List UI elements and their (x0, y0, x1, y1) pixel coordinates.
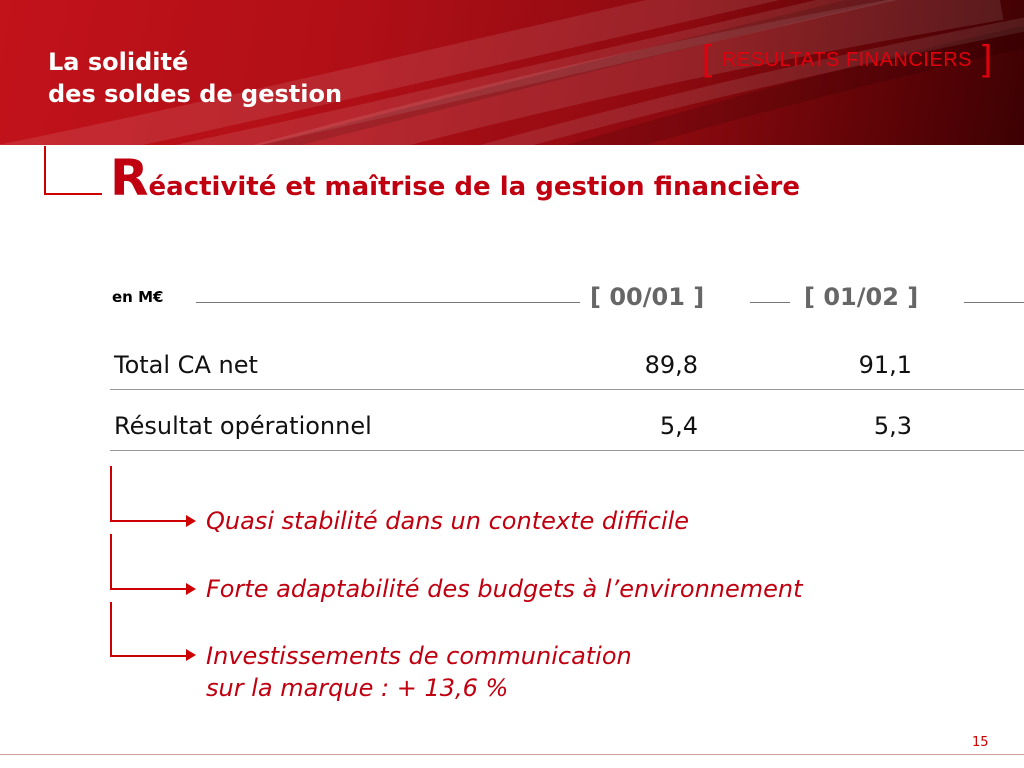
row-value-period-1: 5,4 (659, 412, 698, 440)
header-rule-right (964, 302, 1024, 303)
bullet-connector (110, 602, 186, 657)
section-label (701, 37, 992, 78)
arrow-right-icon (186, 649, 196, 661)
row-label: Total CA net (114, 351, 258, 379)
section-open-bracket: [ (701, 37, 712, 78)
heading-bracket (44, 146, 102, 195)
page-heading (110, 150, 800, 206)
bullet-connector (110, 466, 186, 522)
table-row (110, 390, 1024, 451)
heading-text: éactivité et maîtrise de la gestion financière (148, 172, 800, 202)
table-row (110, 329, 1024, 390)
period-header-1: [ 00/01 ] (590, 283, 705, 311)
row-value-period-2: 91,1 (858, 351, 912, 379)
unit-label: en M€ (112, 288, 164, 306)
arrow-right-icon (186, 515, 196, 527)
arrow-right-icon (186, 583, 196, 595)
bullet-item (206, 640, 632, 704)
section-close-bracket: ] (981, 37, 992, 78)
row-value-period-1: 89,8 (644, 351, 698, 379)
heading-initial: R (110, 149, 149, 207)
bullet-line: sur la marque : + 13,6 % (206, 674, 509, 702)
bullet-line: Investissements de communication (206, 642, 632, 670)
section-label-text: RESULTATS FINANCIERS (721, 48, 972, 71)
bullet-item: Quasi stabilité dans un contexte difficile (206, 507, 690, 535)
header-rule-left (196, 302, 580, 303)
slide-title-line2: des soldes de gestion (48, 80, 343, 108)
row-value-period-2: 5,3 (873, 412, 912, 440)
page-number: 15 (972, 735, 989, 750)
bullet-item: Forte adaptabilité des budgets à l’environnement (206, 575, 803, 603)
bullet-connector (110, 534, 186, 590)
row-label: Résultat opérationnel (114, 412, 372, 440)
footer-divider (0, 754, 1024, 755)
slide-title-line1: La solidité (48, 48, 189, 76)
slide-title (48, 46, 342, 110)
header-banner (0, 0, 1024, 145)
header-rule-middle (750, 302, 790, 303)
period-header-2: [ 01/02 ] (804, 283, 919, 311)
